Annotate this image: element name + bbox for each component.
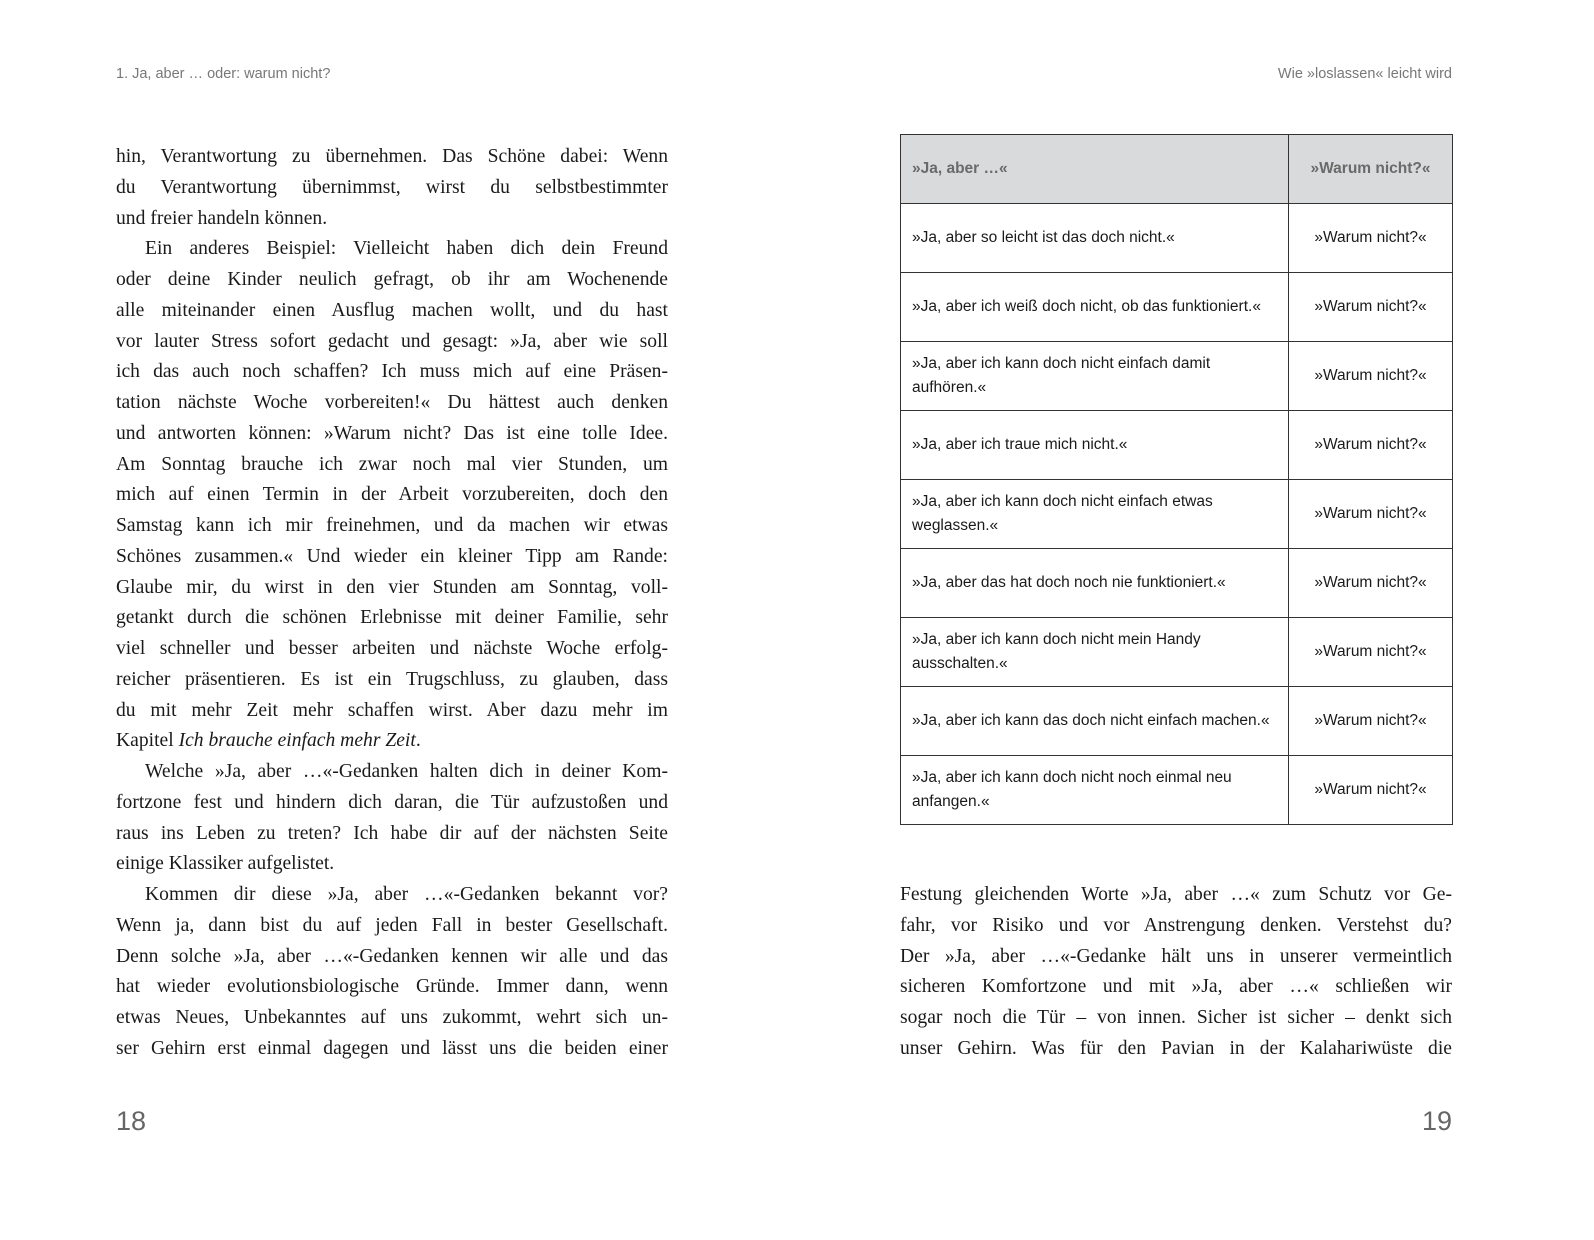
page-number-left: 18 — [116, 1106, 147, 1136]
ja-aber-cell: »Ja, aber ich kann doch nicht einfach damit aufhören.« — [901, 342, 1289, 411]
table-row — [901, 687, 1453, 756]
table-row — [901, 204, 1453, 273]
text-line — [116, 603, 668, 634]
table-row — [901, 480, 1453, 549]
ja-aber-cell: »Ja, aber ich kann doch nicht mein Handy ausschalten.« — [901, 618, 1289, 687]
ja-aber-cell: »Ja, aber ich traue mich nicht.« — [901, 411, 1289, 480]
text-line — [116, 142, 668, 173]
text-line — [116, 511, 668, 542]
text-line — [116, 480, 668, 511]
table-row — [901, 411, 1453, 480]
line-text: Festung gleichenden Worte »Ja, aber …« zum Schutz vor Ge- — [900, 884, 1452, 905]
line-text: Kapitel — [116, 730, 179, 752]
line-text: hat wieder evolutionsbiologische Gründe. Immer dann, wenn — [116, 976, 668, 998]
text-line — [116, 542, 668, 573]
text-line — [116, 972, 668, 1003]
line-text: etwas Neues, Unbekanntes auf uns zukommt, wehrt sich un- — [116, 1007, 668, 1028]
text-line — [116, 726, 668, 757]
text-line — [116, 819, 668, 850]
text-line — [116, 942, 668, 973]
chapter-title-reference: Ich brauche einfach mehr Zeit — [178, 730, 416, 752]
warum-nicht-cell: »Warum nicht?« — [1289, 480, 1453, 549]
line-text: sicheren Komfortzone und mit »Ja, aber …« schließen wir — [900, 976, 1452, 998]
text-line — [116, 849, 668, 880]
text-line — [900, 911, 1452, 942]
page-number-right: 19 — [1421, 1106, 1452, 1136]
line-text-after: . — [415, 730, 421, 752]
warum-nicht-cell: »Warum nicht?« — [1289, 273, 1453, 342]
line-text: getankt durch die schönen Erlebnisse mit deiner Familie, sehr — [116, 607, 668, 629]
line-text: und freier handeln können. — [116, 207, 328, 229]
ja-aber-table — [900, 134, 1453, 825]
warum-nicht-cell: »Warum nicht?« — [1289, 342, 1453, 411]
ja-aber-cell: »Ja, aber das hat doch noch nie funktioniert.« — [901, 549, 1289, 618]
warum-nicht-cell: »Warum nicht?« — [1289, 549, 1453, 618]
line-text: Denn solche »Ja, aber …«-Gedanken kennen wir alle und das — [116, 945, 668, 967]
header-warum-nicht: »Warum nicht?« — [1289, 135, 1453, 204]
line-text: du Verantwortung übernimmst, wirst du selbstbestimmter — [116, 176, 668, 198]
line-text: Schönes zusammen.« Und wieder ein kleiner Tipp am Rande: — [116, 545, 668, 567]
warum-nicht-cell: »Warum nicht?« — [1289, 618, 1453, 687]
table-row — [901, 549, 1453, 618]
warum-nicht-cell: »Warum nicht?« — [1289, 687, 1453, 756]
text-line — [116, 1003, 668, 1034]
line-text: Wenn ja, dann bist du auf jeden Fall in bester Gesellschaft. — [116, 914, 668, 936]
line-text: oder deine Kinder neulich gefragt, ob ihr am Wochenende — [116, 269, 668, 290]
text-line — [116, 234, 668, 265]
text-line — [116, 450, 668, 481]
right-body-text — [900, 880, 1452, 1065]
line-text: hin, Verantwortung zu übernehmen. Das Schöne dabei: Wenn — [116, 146, 668, 167]
line-text: Welche »Ja, aber …«-Gedanken halten dich in deiner Kom- — [145, 761, 668, 782]
warum-nicht-cell: »Warum nicht?« — [1289, 204, 1453, 273]
text-line — [116, 419, 668, 450]
left-body-text — [116, 142, 668, 1065]
warum-nicht-cell: »Warum nicht?« — [1289, 756, 1453, 825]
line-text: alle miteinander einen Ausflug machen wollt, und du hast — [116, 299, 668, 321]
line-text: Ein anderes Beispiel: Vielleicht haben dich dein Freund — [145, 238, 668, 260]
text-line — [116, 911, 668, 942]
ja-aber-cell: »Ja, aber so leicht ist das doch nicht.« — [901, 204, 1289, 273]
line-text: viel schneller und besser arbeiten und nächste Woche erfolg- — [116, 638, 668, 659]
ja-aber-cell: »Ja, aber ich kann das doch nicht einfach machen.« — [901, 687, 1289, 756]
line-text: Samstag kann ich mir freinehmen, und da machen wir etwas — [116, 515, 668, 536]
text-line — [900, 1003, 1452, 1034]
line-text: Am Sonntag brauche ich zwar noch mal vier Stunden, um — [116, 453, 668, 475]
line-text: und antworten können: »Warum nicht? Das ist eine tolle Idee. — [116, 422, 668, 444]
line-text: unser Gehirn. Was für den Pavian in der Kalahariwüste die — [900, 1037, 1452, 1059]
text-line — [116, 757, 668, 788]
table-row — [901, 618, 1453, 687]
line-text: tation nächste Woche vorbereiten!« Du hättest auch denken — [116, 392, 668, 413]
line-text: ich das auch noch schaffen? Ich muss mich auf eine Präsen- — [116, 361, 668, 383]
running-head-right: Wie »loslassen« leicht wird — [1277, 66, 1452, 82]
text-line — [116, 573, 668, 604]
header-ja-aber: »Ja, aber …« — [901, 135, 1289, 204]
text-line — [116, 880, 668, 911]
text-line — [116, 665, 668, 696]
line-text: Der »Ja, aber …«-Gedanke hält uns in unserer vermeintlich — [900, 945, 1452, 967]
warum-nicht-cell: »Warum nicht?« — [1289, 411, 1453, 480]
text-line — [116, 173, 668, 204]
text-line — [116, 1034, 668, 1065]
running-head-left: 1. Ja, aber … oder: warum nicht? — [116, 66, 331, 82]
line-text: mich auf einen Termin in der Arbeit vorzubereiten, doch den — [116, 484, 668, 506]
line-text: sogar noch die Tür – von innen. Sicher ist sicher – denkt sich — [900, 1007, 1452, 1028]
line-text: fortzone fest und hindern dich daran, die Tür aufzustoßen und — [116, 791, 668, 813]
text-line — [116, 327, 668, 358]
line-text: du mit mehr Zeit mehr schaffen wirst. Aber dazu mehr im — [116, 699, 668, 721]
line-text: fahr, vor Risiko und vor Anstrengung denken. Verstehst du? — [900, 914, 1452, 936]
line-text: ser Gehirn erst einmal dagegen und lässt uns die beiden einer — [116, 1037, 668, 1059]
ja-aber-cell: »Ja, aber ich weiß doch nicht, ob das funktioniert.« — [901, 273, 1289, 342]
text-line — [900, 942, 1452, 973]
line-text: Glaube mir, du wirst in den vier Stunden am Sonntag, voll- — [116, 576, 668, 598]
line-text: Kommen dir diese »Ja, aber …«-Gedanken bekannt vor? — [145, 884, 668, 905]
line-text: einige Klassiker aufgelistet. — [116, 853, 335, 875]
text-line — [900, 880, 1452, 911]
text-line — [900, 972, 1452, 1003]
text-line — [116, 296, 668, 327]
text-line — [116, 204, 668, 235]
ja-aber-cell: »Ja, aber ich kann doch nicht einfach etwas weglassen.« — [901, 480, 1289, 549]
line-text: vor lauter Stress sofort gedacht und gesagt: »Ja, aber wie soll — [116, 330, 668, 352]
table-row — [901, 342, 1453, 411]
text-line — [116, 634, 668, 665]
text-line — [116, 388, 668, 419]
text-line — [116, 696, 668, 727]
text-line — [900, 1034, 1452, 1065]
text-line — [116, 788, 668, 819]
table-row — [901, 756, 1453, 825]
table-row — [901, 273, 1453, 342]
ja-aber-cell: »Ja, aber ich kann doch nicht noch einmal neu anfangen.« — [901, 756, 1289, 825]
text-line — [116, 265, 668, 296]
line-text: reicher präsentieren. Es ist ein Trugschluss, zu glauben, dass — [116, 668, 668, 690]
table-header-row — [901, 135, 1453, 204]
line-text: raus ins Leben zu treten? Ich habe dir auf der nächsten Seite — [116, 822, 668, 844]
text-line — [116, 357, 668, 388]
